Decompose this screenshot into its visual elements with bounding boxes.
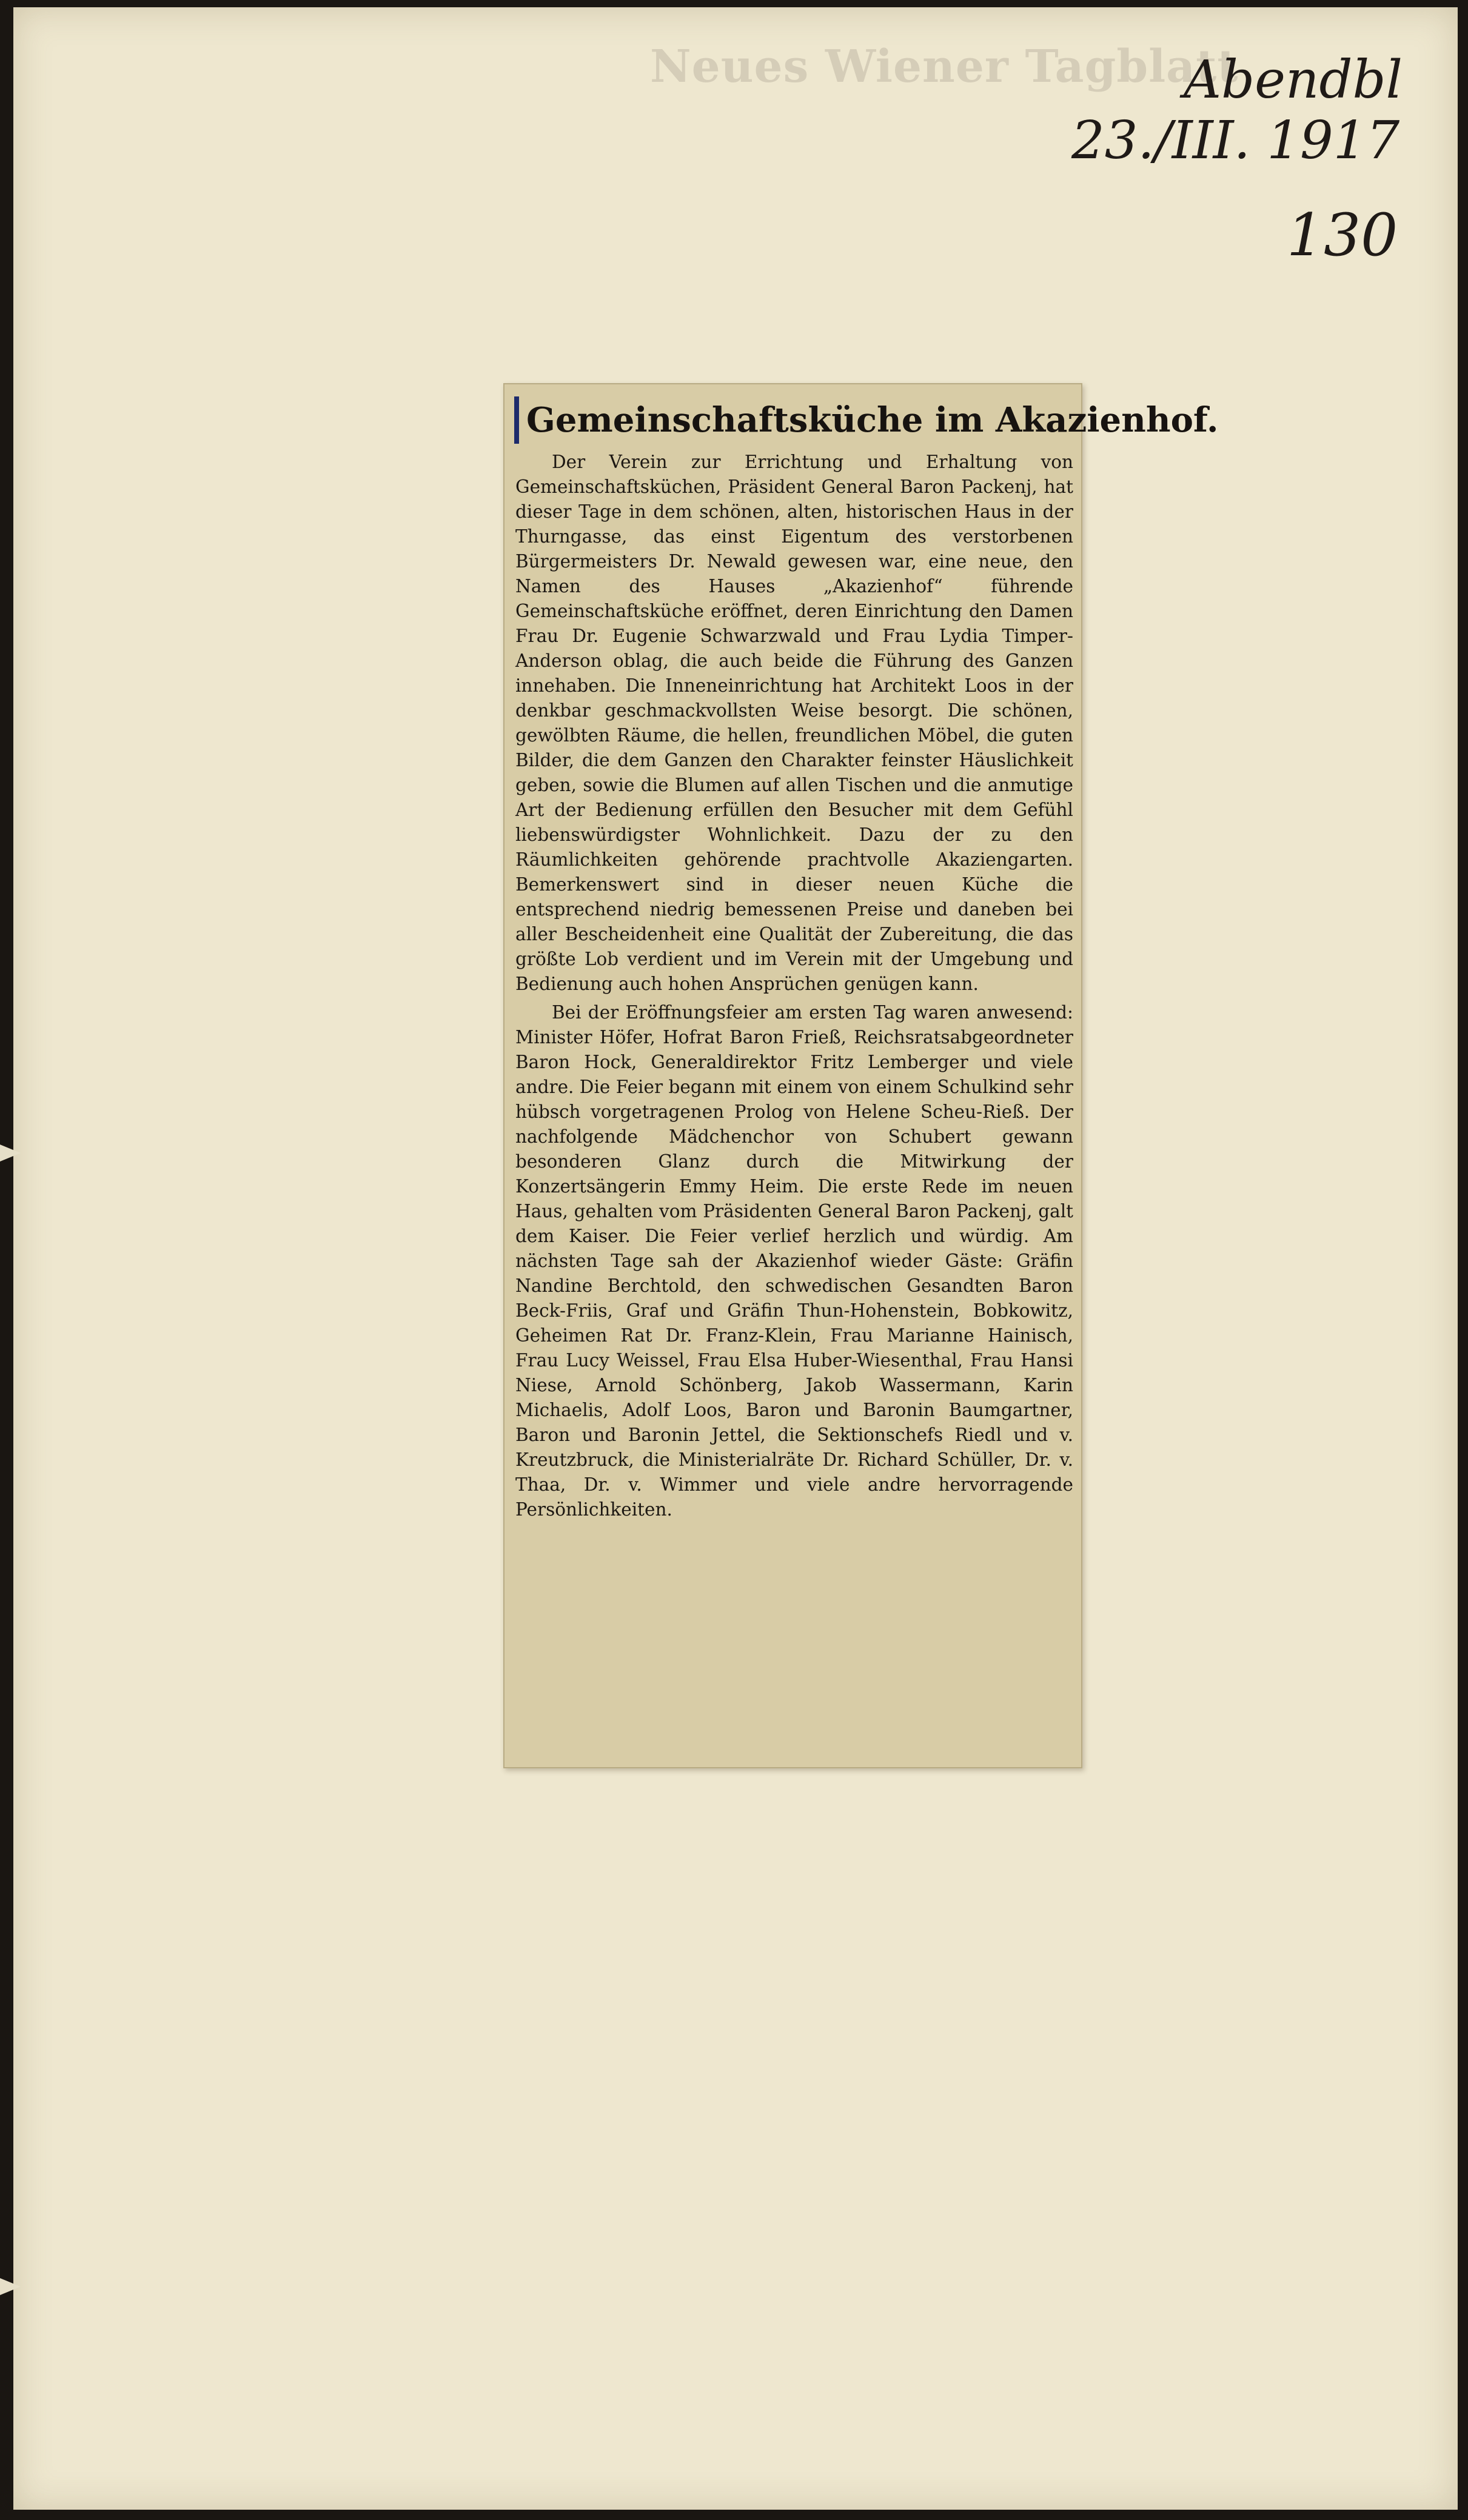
newspaper-clipping bbox=[503, 383, 1219, 1768]
archive-sheet bbox=[13, 7, 1458, 2510]
article-body bbox=[515, 450, 1073, 1526]
binding-tab-marker bbox=[0, 2278, 21, 2295]
handwritten-date: 23./III. 1917 bbox=[1071, 110, 1400, 171]
handwritten-folio-number: 130 bbox=[1287, 201, 1398, 269]
binding-tab-marker bbox=[0, 1145, 21, 1161]
article-paragraph: Der Verein zur Errichtung und Erhaltung von Gemeinschaftsküchen, Präsident General Baron Packenj, hat dieser Tage in dem schönen, alten, historischen Haus in der Thurngasse, das einst Eigentum des verstorbenen Bürgermeisters Dr. Newald gewesen war, eine neue, den Namen des Hauses „Akazienhof“ führende Gemeinschaftsküche eröffnet, deren Einrichtung den Damen Frau Dr. Eugenie Schwarzwald und Frau Lydia Timper-Anderson oblag, die auch beide die Führung des Ganzen innehaben. Die Inneneinrichtung hat Architekt Loos in der denkbar geschmackvollsten Weise besorgt. Die schönen, gewölbten Räume, die hellen, freundlichen Möbel, die guten Bilder, die dem Ganzen den Charakter feinster Häuslichkeit geben, sowie die Blumen auf allen Tischen und die anmutige Art der Bedienung erfüllen den Besucher mit dem Gefühl liebenswürdigster Wohnlichkeit. Dazu der zu den Räumlichkeiten gehörende prachtvolle Akaziengarten. Bemerkenswert sind in dieser neuen Küche die entsprechend niedrig bemessenen Preise und daneben bei aller Bescheidenheit eine Qualität der Zubereitung, die das größte Lob verdient und im Verein mit der Umgebung und Bedienung auch hohen Ansprüchen genügen kann. bbox=[515, 452, 1073, 994]
newspaper-stamp: Neues Wiener Tagblatt bbox=[650, 41, 1239, 93]
handwritten-edition: Abendbl bbox=[1184, 50, 1403, 110]
article-paragraph: Bei der Eröffnungsfeier am ersten Tag waren anwesend: Minister Höfer, Hofrat Baron Frieß, Reichsratsabgeordneter Baron Hock, Generaldirektor Fritz Lemberger und viele andre. Die Feier begann mit einem von einem Schulkind sehr hübsch vorgetragenen Prolog von Helene Scheu-Rieß. Der nachfolgende Mädchenchor von Schubert gewann besonderen Glanz durch die Mitwirkung der Konzertsängerin Emmy Heim. Die erste Rede im neuen Haus, gehalten vom Präsidenten General Baron Packenj, galt dem Kaiser. Die Feier verlief herzlich und würdig. Am nächsten Tage sah der Akazienhof wieder Gäste: Gräfin Nandine Berchtold, den schwedischen Gesandten Baron Beck-Friis, Graf und Gräfin Thun-Hohenstein, Bobkowitz, Geheimen Rat Dr. Franz-Klein, Frau Marianne Hainisch, Frau Lucy Weissel, Frau Elsa Huber-Wiesenthal, Frau Hansi Niese, Arnold Schönberg, Jakob Wassermann, Karin Michaelis, Adolf Loos, Baron und Baronin Baumgartner, Baron und Baronin Jettel, die Sektionschefs Riedl und v. Kreutzbruck, die Ministerialräte Dr. Richard Schüller, Dr. v. Thaa, Dr. v. Wimmer und viele andre hervorragende Persönlichkeiten. bbox=[515, 1002, 1073, 1520]
article-headline: Gemeinschaftsküche im Akazienhof. bbox=[514, 396, 1084, 444]
